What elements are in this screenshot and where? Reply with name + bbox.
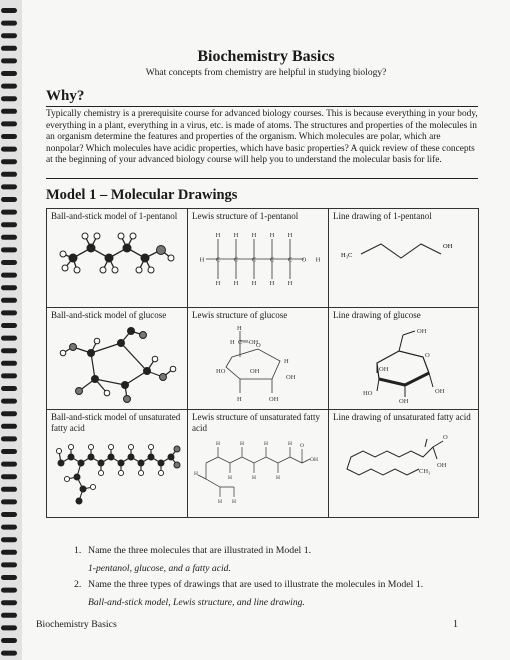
- spiral-coil: [1, 134, 17, 139]
- pentanol-c: C: [215, 256, 221, 263]
- fa-lewis-h9: H: [218, 499, 222, 505]
- pentanol-h-top: H: [251, 231, 257, 239]
- spiral-coil: [1, 33, 17, 38]
- ball-stick-pentanol-figure: [51, 224, 181, 284]
- question-2-text: Name the three types of drawings that are used to illustrate the molecules in Model 1.: [88, 579, 424, 590]
- line-ch3-label: H₃C: [341, 251, 353, 259]
- glucose-c-oh: C—OH: [238, 338, 259, 346]
- model-heading: Model 1 – Molecular Drawings: [46, 187, 238, 203]
- glucose-h-right: H: [284, 357, 289, 365]
- line-glucose-figure: [333, 323, 473, 403]
- fa-lewis-h7: H: [276, 475, 280, 481]
- why-heading: Why?: [46, 88, 85, 104]
- ball-stick-glucose-cell: [47, 308, 188, 410]
- fa-lewis-h8: H: [194, 471, 198, 477]
- pentanol-h-oh: H: [315, 256, 321, 263]
- line-fa-oh: OH: [437, 461, 447, 469]
- fa-lewis-h10: H: [232, 499, 236, 505]
- line-glucose-oh-right: OH: [435, 387, 445, 395]
- spiral-coil: [1, 184, 17, 189]
- spiral-coil: [1, 562, 17, 567]
- spiral-coil: [1, 399, 17, 404]
- glucose-h-bottom: H: [237, 395, 242, 403]
- spiral-coil: [1, 121, 17, 126]
- spiral-coil: [1, 613, 17, 618]
- spiral-coil: [1, 46, 17, 51]
- page-subtitle: What concepts from chemistry are helpful in studying biology?: [145, 68, 387, 78]
- spiral-coil: [1, 260, 17, 265]
- cell-caption: Lewis structure of glucose: [192, 310, 288, 320]
- line-oh-label: OH: [443, 242, 453, 250]
- model-row-glucose: [47, 308, 479, 410]
- spiral-coil: [1, 449, 17, 454]
- spiral-coil: [1, 58, 17, 63]
- line-glucose-cell: [329, 308, 479, 410]
- lewis-glucose-cell: [188, 308, 329, 410]
- pentanol-o: O: [301, 256, 307, 263]
- cell-caption: Ball-and-stick model of unsaturated fatty acid: [51, 412, 181, 433]
- cell-caption: Ball-and-stick model of glucose: [51, 310, 167, 320]
- spiral-coil: [1, 147, 17, 152]
- cell-caption: Lewis structure of 1-pentanol: [192, 211, 299, 221]
- glucose-h-left: H: [230, 338, 235, 346]
- spiral-coil: [1, 8, 17, 13]
- question-1-number: 1.: [74, 545, 82, 556]
- spiral-coil: [1, 235, 17, 240]
- spiral-coil: [1, 96, 17, 101]
- worksheet-page: [22, 0, 510, 660]
- lewis-fatty-acid-cell: [188, 410, 329, 518]
- glucose-h-top: H: [237, 324, 242, 332]
- cell-caption: Ball-and-stick model of 1-pentanol: [51, 211, 178, 221]
- pentanol-c: C: [287, 256, 293, 263]
- footer-title: Biochemistry Basics: [36, 619, 117, 630]
- pentanol-c: C: [269, 256, 275, 263]
- spiral-coil: [1, 411, 17, 416]
- spiral-coil: [1, 588, 17, 593]
- spiral-coil: [1, 537, 17, 542]
- why-rule: [46, 106, 478, 107]
- spiral-coil: [1, 373, 17, 378]
- line-glucose-ho: HO: [363, 389, 373, 397]
- fa-lewis-h2: H: [240, 441, 244, 447]
- spiral-coil: [1, 71, 17, 76]
- spiral-coil: [1, 600, 17, 605]
- glucose-oh-right: OH: [286, 373, 296, 381]
- spiral-coil: [1, 210, 17, 215]
- line-glucose-oh-bottom: OH: [399, 397, 409, 403]
- cell-caption: Lewis structure of unsaturated fatty acid: [192, 412, 320, 433]
- cell-caption: Line drawing of unsaturated fatty acid: [333, 412, 471, 422]
- line-fa-ch3: CH₃: [419, 467, 431, 475]
- glucose-ring-o: O: [256, 341, 261, 349]
- spiral-coil: [1, 499, 17, 504]
- line-glucose-oh-left: OH: [379, 365, 389, 373]
- spiral-coil: [1, 625, 17, 630]
- spiral-coil: [1, 222, 17, 227]
- model-row-fatty-acid: [47, 410, 479, 518]
- spiral-coil: [1, 361, 17, 366]
- pentanol-h-top: H: [287, 231, 293, 239]
- spiral-coil: [1, 84, 17, 89]
- model-table: [46, 208, 479, 518]
- why-bottom-rule: [46, 178, 478, 179]
- spiral-coil: [1, 336, 17, 341]
- spiral-coil: [1, 21, 17, 26]
- spiral-coil: [1, 159, 17, 164]
- fa-lewis-oh: OH: [310, 457, 318, 463]
- pentanol-h-bottom: H: [269, 279, 275, 287]
- spiral-coil: [1, 638, 17, 643]
- pentanol-h-bottom: H: [287, 279, 293, 287]
- cell-caption: Line drawing of glucose: [333, 310, 421, 320]
- pentanol-h-bottom: H: [233, 279, 239, 287]
- line-fatty-acid-cell: [329, 410, 479, 518]
- spiral-coil: [1, 310, 17, 315]
- question-2-number: 2.: [74, 579, 82, 590]
- pentanol-h-bottom: H: [215, 279, 221, 287]
- spiral-coil: [1, 386, 17, 391]
- glucose-oh-bottom: OH: [269, 395, 279, 403]
- line-pentanol-figure: [333, 224, 473, 284]
- question-1-text: Name the three molecules that are illustrated in Model 1.: [88, 545, 312, 556]
- spiral-binding: [0, 0, 22, 660]
- page-number: 1: [453, 619, 458, 630]
- spiral-coil: [1, 298, 17, 303]
- why-paragraph: Typically chemistry is a prerequisite course for advanced biology courses. This is because everything in your body, everything in a plant, everything in a virus, etc. is made of atoms. The structures and properties of the molecules in an organism determine the features and properties of the organism. Which molecules are polar, which are nonpolar? Which molecules have acidic properties, which have basic properties? A quick review of these concepts at the beginning of your advanced biology course will help you to understand the molecular basis for life.: [46, 109, 478, 166]
- ball-stick-pentanol-cell: [47, 209, 188, 308]
- spiral-coil: [1, 323, 17, 328]
- ball-stick-glucose-figure: [51, 323, 181, 403]
- spiral-coil: [1, 424, 17, 429]
- line-pentanol-cell: [329, 209, 479, 308]
- spiral-coil: [1, 247, 17, 252]
- spiral-coil: [1, 109, 17, 114]
- lewis-glucose-figure: [192, 323, 324, 405]
- line-fatty-acid-figure: [333, 425, 473, 495]
- pentanol-h-top: H: [269, 231, 275, 239]
- pentanol-h-end: H: [199, 256, 205, 263]
- spiral-coil: [1, 525, 17, 530]
- fa-lewis-h4: H: [288, 441, 292, 447]
- line-glucose-o: O: [425, 351, 430, 359]
- pentanol-h-bottom: H: [251, 279, 257, 287]
- cell-caption: Line drawing of 1-pentanol: [333, 211, 432, 221]
- question-1-answer: 1-pentanol, glucose, and a fatty acid.: [88, 563, 231, 574]
- fa-lewis-h1: H: [216, 441, 220, 447]
- spiral-coil: [1, 512, 17, 517]
- pentanol-c: C: [251, 256, 257, 263]
- spiral-coil: [1, 651, 17, 656]
- spiral-coil: [1, 487, 17, 492]
- model-row-pentanol: [47, 209, 479, 308]
- line-fa-o: O: [443, 433, 448, 441]
- spiral-coil: [1, 474, 17, 479]
- page-title: Biochemistry Basics: [197, 48, 335, 65]
- pentanol-h-top: H: [215, 231, 221, 239]
- spiral-coil: [1, 550, 17, 555]
- ball-stick-fatty-acid-cell: [47, 410, 188, 518]
- spiral-coil: [1, 462, 17, 467]
- spiral-coil: [1, 172, 17, 177]
- spiral-coil: [1, 575, 17, 580]
- fa-lewis-h6: H: [252, 475, 256, 481]
- pentanol-h-top: H: [233, 231, 239, 239]
- spiral-coil: [1, 197, 17, 202]
- spiral-coil: [1, 273, 17, 278]
- line-glucose-oh-top: OH: [417, 327, 427, 335]
- fa-lewis-h3: H: [264, 441, 268, 447]
- lewis-pentanol-cell: [188, 209, 329, 308]
- glucose-oh-mid: OH: [250, 367, 260, 375]
- fa-lewis-o: O: [300, 443, 304, 449]
- fa-lewis-h5: H: [228, 475, 232, 481]
- spiral-coil: [1, 436, 17, 441]
- lewis-fatty-acid-figure: [192, 435, 324, 505]
- question-2-answer: Ball-and-stick model, Lewis structure, and line drawing.: [88, 597, 305, 608]
- pentanol-c: C: [233, 256, 239, 263]
- spiral-coil: [1, 285, 17, 290]
- spiral-coil: [1, 348, 17, 353]
- ball-stick-fatty-acid-figure: [51, 435, 181, 509]
- lewis-pentanol-figure: [192, 224, 324, 294]
- glucose-ho: HO: [216, 367, 226, 375]
